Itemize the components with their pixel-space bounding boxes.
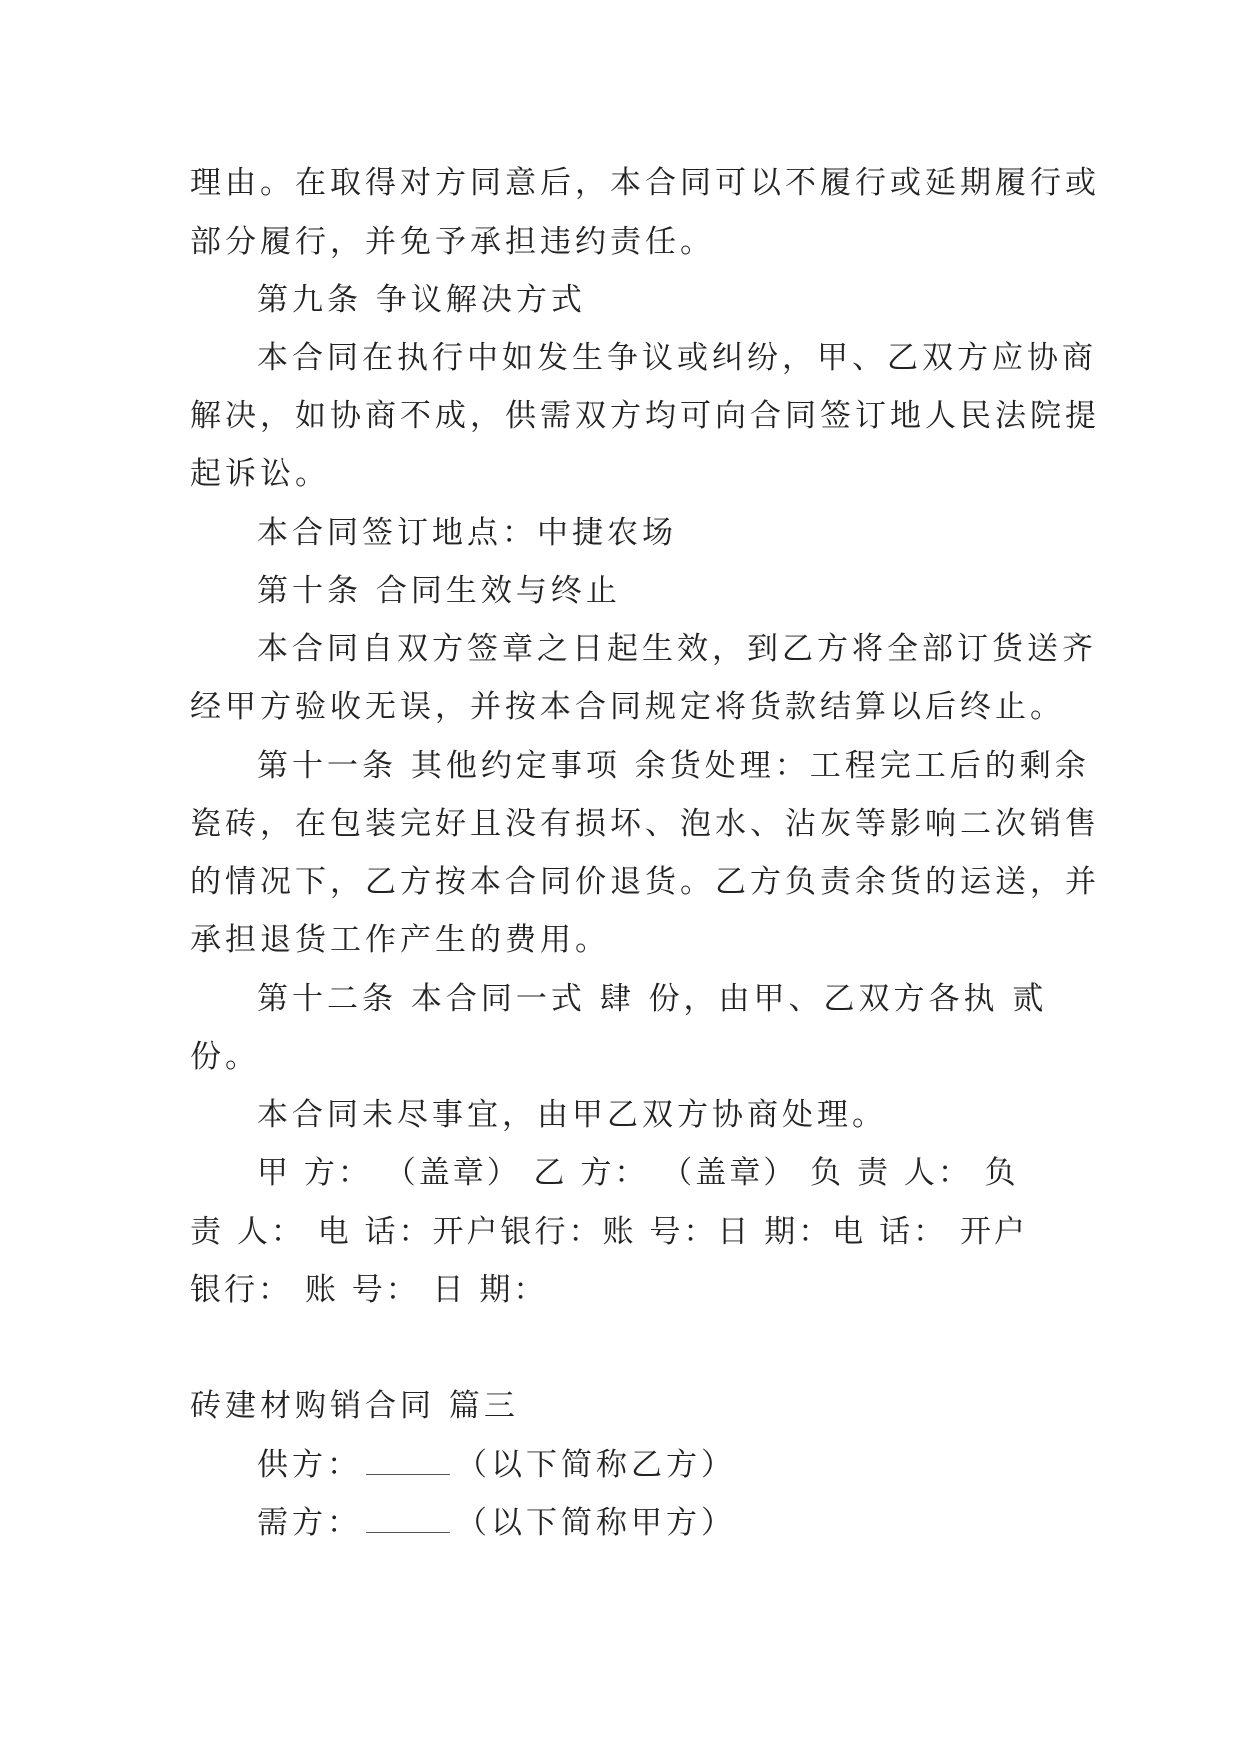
paragraph-line: 经甲方验收无误，并按本合同规定将货款结算以后终止。 — [190, 689, 1065, 725]
supplier-blank — [366, 1450, 450, 1475]
paragraph-line: 份。 — [190, 1039, 260, 1075]
supplier-label: 供方： — [257, 1447, 362, 1483]
paragraph-line: 瓷砖，在包装完好且没有损坏、泡水、沾灰等影响二次销售 — [190, 806, 1100, 842]
signature-line: 甲 方： （盖章） 乙 方： （盖章） 负 责 人： 负 — [257, 1155, 1019, 1191]
supplier-line — [257, 1445, 736, 1485]
signature-line: 银行： 账 号： 日 期： — [190, 1272, 548, 1308]
paragraph-line: 的情况下，乙方按本合同价退货。乙方负责余货的运送，并 — [190, 864, 1100, 900]
paragraph-line: 本合同自双方签章之日起生效，到乙方将全部订货送齐 — [257, 631, 1097, 667]
section-title: 砖建材购销合同 篇三 — [190, 1388, 519, 1424]
paragraph-line: 解决，如协商不成，供需双方均可向合同签订地人民法院提 — [190, 398, 1100, 434]
buyer-blank — [366, 1508, 450, 1533]
article-heading: 第九条 争议解决方式 — [257, 282, 586, 318]
buyer-label: 需方： — [257, 1505, 362, 1541]
signature-line: 责 人： 电 话：开户银行：账 号：日 期：电 话： 开户 — [190, 1214, 1028, 1250]
paragraph-line: 本合同签订地点：中捷农场 — [257, 515, 677, 551]
paragraph-line: 承担退货工作产生的费用。 — [190, 922, 610, 958]
paragraph-line: 本合同在执行中如发生争议或纠纷，甲、乙双方应协商 — [257, 340, 1097, 376]
article-heading: 第十二条 本合同一式 肆 份，由甲、乙双方各执 贰 — [257, 981, 1048, 1017]
article-heading: 第十条 合同生效与终止 — [257, 573, 621, 609]
buyer-note: （以下简称甲方） — [456, 1505, 736, 1541]
buyer-line — [257, 1503, 736, 1543]
supplier-note: （以下简称乙方） — [456, 1447, 736, 1483]
paragraph-line: 起诉讼。 — [190, 456, 330, 492]
paragraph-line: 本合同未尽事宜，由甲乙双方协商处理。 — [257, 1097, 887, 1133]
paragraph-line: 部分履行，并免予承担违约责任。 — [190, 224, 715, 260]
paragraph-line: 理由。在取得对方同意后，本合同可以不履行或延期履行或 — [190, 165, 1100, 201]
article-heading: 第十一条 其他约定事项 余货处理：工程完工后的剩余 — [257, 748, 1090, 784]
